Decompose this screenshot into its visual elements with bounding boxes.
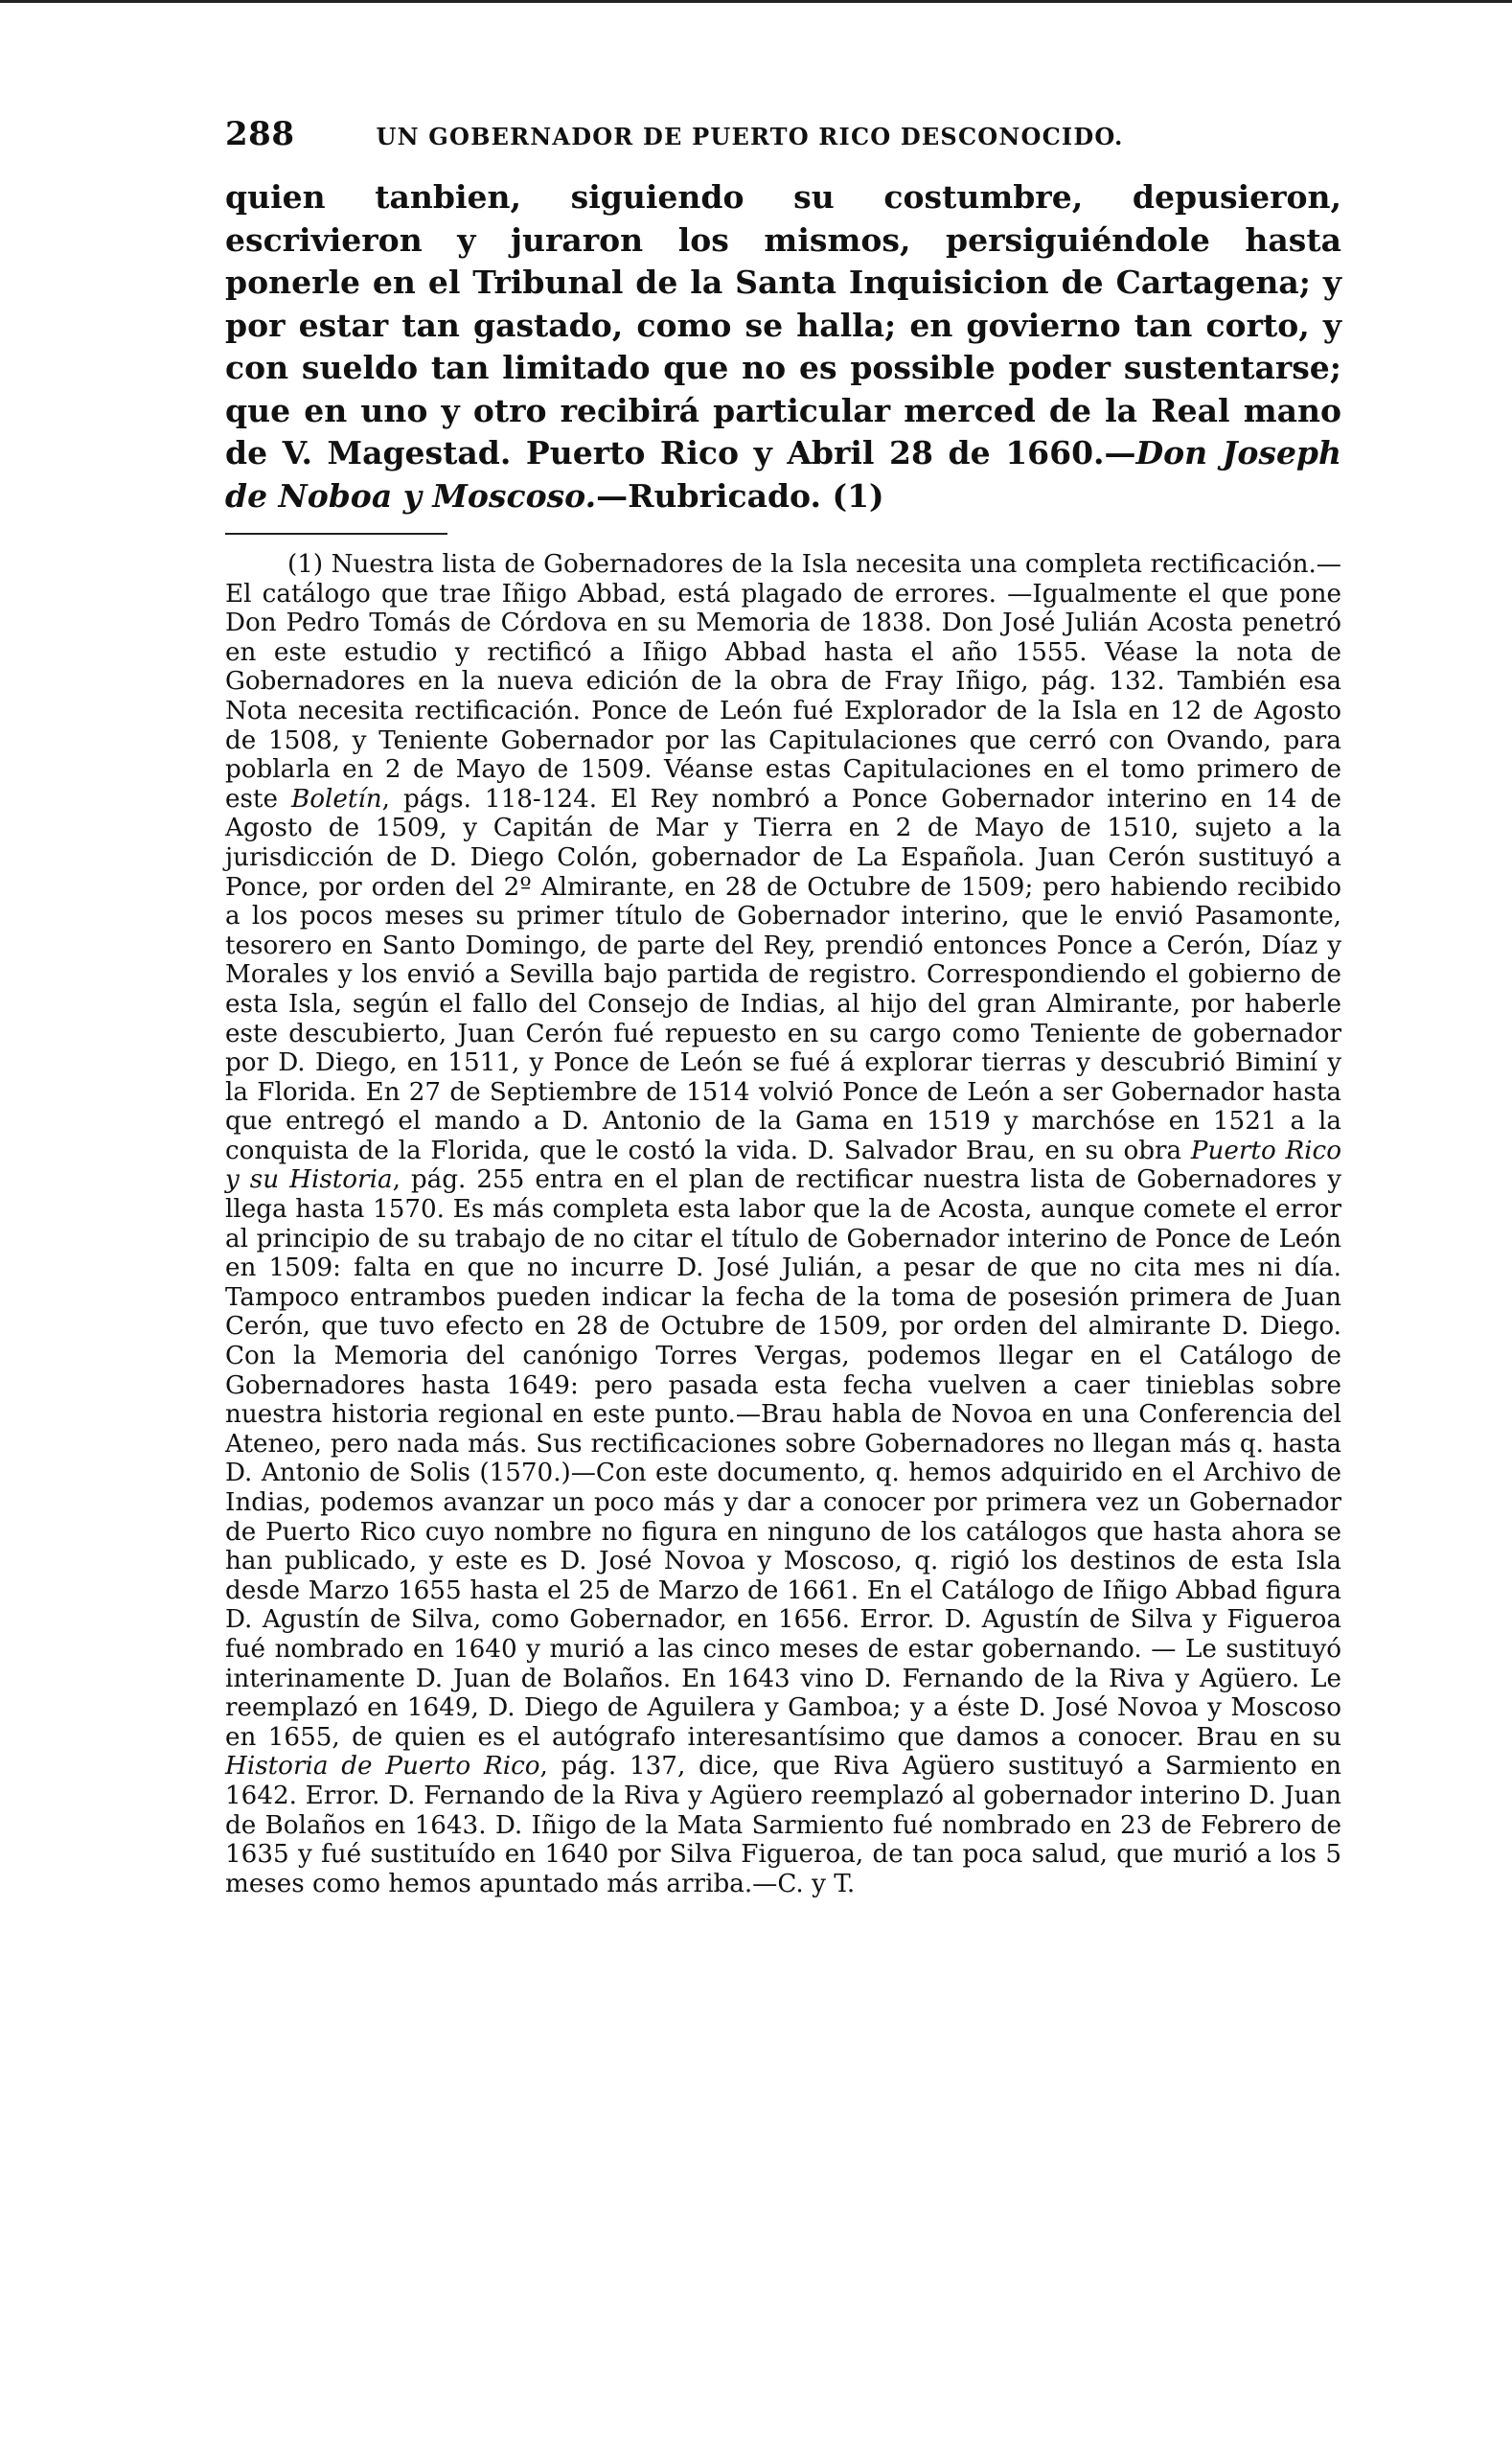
body-text-main: quien tanbien, siguiendo su costumbre, depusieron, escrivieron y juraron los mismos, persiguiéndole hasta ponerle en el Tribunal de la Santa Inquisicion de Cartagena; y por estar tan gastado, como se halla; en govierno tan corto, y con sueldo tan limitado que no es possible poder sustentarse; que en uno y otro recibirá particular merced de la Real mano de V. Magestad. Puerto Rico y Abril 28 de 1660.—: [225, 178, 1341, 471]
running-title: UN GOBERNADOR DE PUERTO RICO DESCONOCIDO.: [376, 123, 1124, 150]
page-number: 288: [225, 115, 295, 153]
page: [225, 115, 1341, 1898]
footnote-text-2: , págs. 118-124. El Rey nombró a Ponce Gobernador interino en 14 de Agosto de 1509, y Capitán de Mar y Tierra en 2 de Mayo de 1510, sujeto a la jurisdicción de D. Diego Colón, gobernador de La Española. Juan Cerón sustituyó a Ponce, por orden del 2º Almirante, en 28 de Octubre de 1509; pero habiendo recibido a los pocos meses su primer título de Gobernador interino, que le envió Pasamonte, tesorero en Santo Domingo, de parte del Rey, prendió entonces Ponce a Cerón, Díaz y Morales y los envió a Sevilla bajo partida de registro. Correspondiendo el gobierno de esta Isla, según el fallo del Consejo de Indias, al hijo del gran Almirante, por haberle este descubierto, Juan Cerón fué repuesto en su cargo como Teniente de gobernador por D. Diego, en 1511, y Ponce de León se fué á explorar tierras y descubrió Biminí y la Florida. En 27 de Septiembre de 1514 volvió Ponce de León a ser Gobernador hasta que entregó el mando a D. Antonio de la Gama en 1519 y marchóse en 1521 a la conquista de la Florida, que le costó la vida. D. Salvador Brau, en su obra: [225, 784, 1341, 1165]
footnote-text-3: , pág. 255 entra en el plan de rectificar nuestra lista de Gobernadores y llega hasta 1570. Es más completa esta labor que la de Acosta, aunque comete el error al principio de su trabajo de no citar el título de Gobernador interino de Ponce de León en 1509: falta en que no incurre D. José Julián, a pesar de que no cita mes ni día. Tampoco entrambos pueden indicar la fecha de la toma de posesión primera de Juan Cerón, que tuvo efecto en 28 de Octubre de 1509, por orden del almirante D. Diego. Con la Memoria del canónigo Torres Vergas, podemos llegar en el Catálogo de Gobernadores hasta 1649: pero pasada esta fecha vuelven a caer tinieblas sobre nuestra historia regional en este punto.—Brau habla de Novoa en una Conferencia del Ateneo, pero nada más. Sus rectificaciones sobre Gobernadores no llegan más q. hasta D. Antonio de Solis (1570.)—Con este documento, q. hemos adquirido en el Archivo de Indias, podemos avanzar un poco más y dar a conocer por primera vez un Gobernador de Puerto Rico cuyo nombre no figura en ninguno de los catálogos que hasta ahora se han publicado, y este es D. José Novoa y Moscoso, q. rigió los destinos de esta Isla desde Marzo 1655 hasta el 25 de Marzo de 1661. En el Catálogo de Iñigo Abbad figura D. Agustín de Silva, como Gobernador, en 1656. Error. D. Agustín de Silva y Figueroa fué nombrado en 1640 y murió a las cinco meses de estar gobernando. — Le sustituyó interinamente D. Juan de Bolaños. En 1643 vino D. Fernando de la Riva y Agüero. Le reemplazó en 1649, D. Diego de Aguilera y Gamboa; y a éste D. José Novoa y Moscoso en 1655, de quien es el autógrafo interesantísimo que damos a conocer. Brau en su: [225, 1165, 1341, 1752]
body-paragraph: [225, 176, 1341, 517]
footnote-italic-puerto-rico: Puerto Rico y su Historia: [225, 1136, 1341, 1195]
running-head: [225, 115, 1341, 169]
footnote-rule: [225, 533, 447, 535]
signature: Don Joseph de Noboa y Moscoso.: [225, 434, 1341, 515]
footnote-italic-historia: Historia de Puerto Rico: [225, 1752, 540, 1782]
footnote-text-4: , pág. 137, dice, que Riva Agüero sustituyó a Sarmiento en 1642. Error. D. Fernando de la Riva y Agüero reemplazó al gobernador interino D. Juan de Bolaños en 1643. D. Iñigo de la Mata Sarmiento fué nombrado en 23 de Febrero de 1635 y fué sustituído en 1640 por Silva Figueroa, de tan poca salud, que murió a los 5 meses como hemos apuntado más arriba.—C. y T.: [225, 1752, 1342, 1898]
footnote-italic-boletin: Boletín: [290, 784, 382, 814]
body-text-end: —Rubricado. (1): [596, 476, 884, 515]
top-rule: [0, 0, 1512, 3]
footnote-text-1: (1) Nuestra lista de Gobernadores de la Isla necesita una completa rectificación.—El catálogo que trae Iñigo Abbad, está plagado de errores. —Igualmente el que pone Don Pedro Tomás de Córdova en su Memoria de 1838. Don José Julián Acosta penetró en este estudio y rectificó a Iñigo Abbad hasta el año 1555. Véase la nota de Gobernadores en la nueva edición de la obra de Fray Iñigo, pág. 132. También esa Nota necesita rectificación. Ponce de León fué Explorador de la Isla en 12 de Agosto de 1508, y Teniente Gobernador por las Capitulaciones que cerró con Ovando, para poblarla en 2 de Mayo de 1509. Véanse estas Capitulaciones en el tomo primero de este: [225, 550, 1341, 814]
footnote: [225, 550, 1341, 1898]
